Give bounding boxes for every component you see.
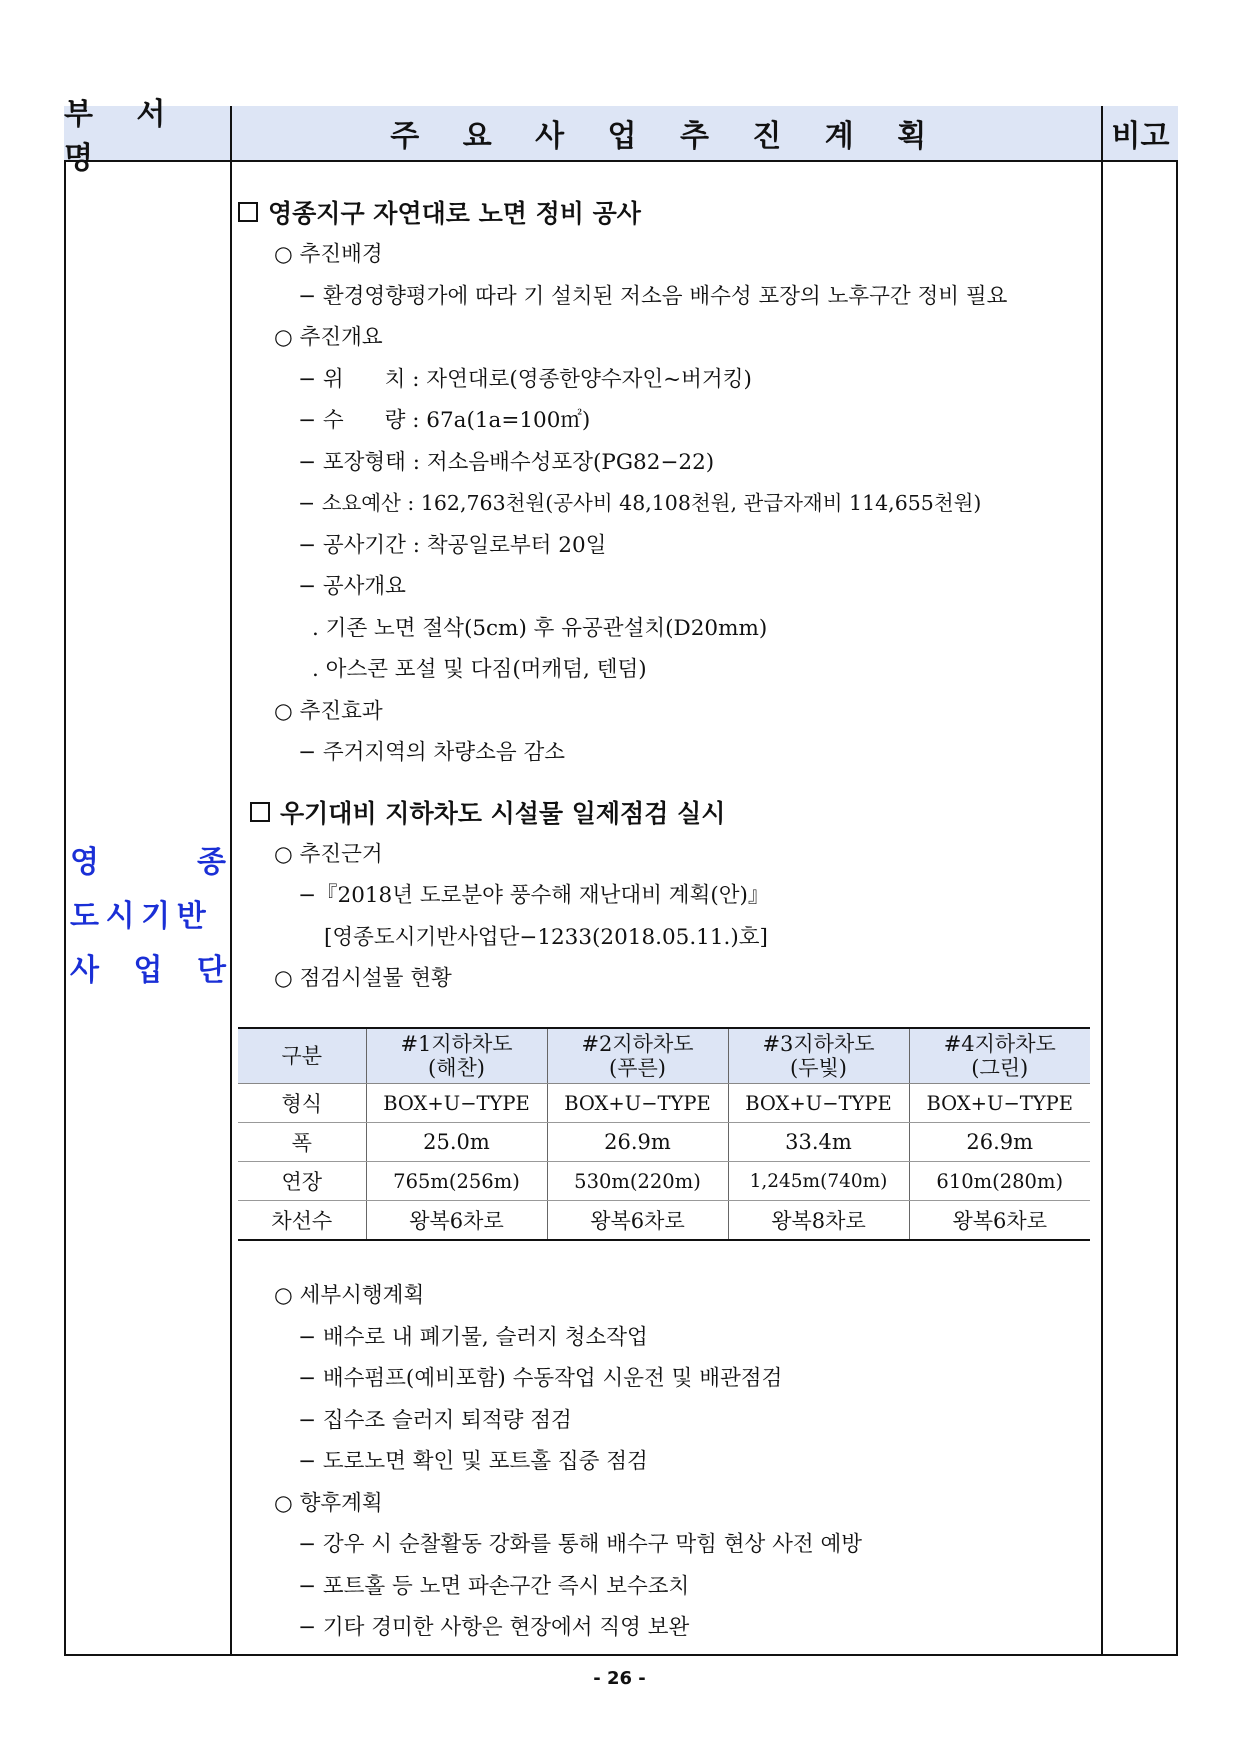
table-cell: 왕복8차로	[728, 1201, 909, 1241]
table-cell: 610m(280m)	[909, 1162, 1090, 1201]
subheading: ○ 추진개요	[274, 325, 383, 350]
header-subtext: (그린)	[971, 1056, 1029, 1080]
dept-line-1	[70, 832, 226, 886]
table-cell: 25.0m	[366, 1123, 547, 1162]
column-divider-note	[1101, 162, 1103, 1656]
tunnel-status-table	[238, 1027, 1090, 1241]
table-header-row	[238, 1028, 1090, 1084]
section-title-text: 우기대비 지하차도 시설물 일제점검 실시	[280, 798, 726, 828]
table-cell: 765m(256m)	[366, 1162, 547, 1201]
table-header-cell	[547, 1028, 728, 1084]
header-plan: 주 요 사 업 추 진 계 획	[232, 106, 1103, 162]
table-cell: BOX+U−TYPE	[728, 1084, 909, 1123]
subheading: ○ 점검시설물 현황	[274, 966, 452, 991]
subheading: ○ 세부시행계획	[274, 1283, 425, 1308]
list-subitem: . 아스콘 포설 및 다짐(머캐덤, 텐덤)	[312, 657, 647, 682]
dept-char: 단	[197, 953, 226, 988]
table-cell: 왕복6차로	[547, 1201, 728, 1241]
dept-name	[70, 832, 226, 994]
table-header-cell	[909, 1028, 1090, 1084]
header-text: #1지하차도	[400, 1032, 513, 1056]
header-text: #2지하차도	[581, 1032, 694, 1056]
header-subtext: (해찬)	[428, 1056, 485, 1080]
table-cell: 왕복6차로	[909, 1201, 1090, 1241]
list-item: − 기타 경미한 사항은 현장에서 직영 보완	[298, 1615, 690, 1640]
table-row	[238, 1201, 1090, 1241]
table-cell: BOX+U−TYPE	[366, 1084, 547, 1123]
list-item: − 집수조 슬러지 퇴적량 점검	[298, 1407, 572, 1433]
table-cell: 530m(220m)	[547, 1162, 728, 1201]
list-item: − 배수로 내 폐기물, 슬러지 청소작업	[298, 1324, 648, 1350]
checkbox-square-icon	[238, 202, 258, 222]
section-title	[238, 190, 1098, 234]
list-item-continuation: [영종도시기반사업단−1233(2018.05.11.)호]	[324, 924, 768, 950]
list-item: − 포장형태 : 저소음배수성포장(PG82−22)	[298, 449, 715, 475]
list-item: − 주거지역의 차량소음 감소	[298, 740, 565, 765]
plan-content	[238, 190, 1098, 1000]
list-item: − 위 치 : 자연대로(영종한양수자인~버거킹)	[298, 366, 752, 392]
table-cell: 연장	[238, 1162, 366, 1201]
list-item: − 수 량 : 67a(1a=100㎡)	[298, 408, 591, 433]
dept-char: 종	[197, 845, 226, 880]
table-row	[238, 1162, 1090, 1201]
table-cell: 26.9m	[547, 1123, 728, 1162]
table-row	[238, 1084, 1090, 1123]
table-cell: 차선수	[238, 1201, 366, 1241]
header-text: 구분	[281, 1044, 323, 1068]
table-cell: 왕복6차로	[366, 1201, 547, 1241]
table-cell: 형식	[238, 1084, 366, 1123]
header-text: #3지하차도	[762, 1032, 875, 1056]
subheading: ○ 추진효과	[274, 698, 383, 724]
table-cell: 폭	[238, 1123, 366, 1162]
column-divider-dept	[230, 162, 232, 1656]
dept-line-3	[70, 940, 226, 994]
list-item: − 포트홀 등 노면 파손구간 즉시 보수조치	[298, 1573, 690, 1599]
list-item: − 공사기간 : 착공일로부터 20일	[298, 532, 607, 558]
section-title	[238, 790, 1098, 834]
dept-line-2	[70, 886, 226, 940]
header-dept: 부 서 명	[64, 106, 232, 162]
list-item: − 도로노면 확인 및 포트홀 집중 점검	[298, 1449, 648, 1474]
subheading: ○ 추진배경	[274, 242, 383, 267]
table-cell: BOX+U−TYPE	[909, 1084, 1090, 1123]
list-item: − 배수펌프(예비포함) 수동작업 시운전 및 배관점검	[298, 1366, 783, 1391]
table-cell: BOX+U−TYPE	[547, 1084, 728, 1123]
dept-char: 업	[133, 953, 163, 988]
list-item: − 환경영향평가에 따라 기 설치된 저소음 배수성 포장의 노후구간 정비 필요	[298, 283, 1008, 309]
list-item: − 공사개요	[298, 574, 406, 599]
subheading: ○ 추진근거	[274, 841, 383, 867]
header-subtext: (두빛)	[790, 1056, 847, 1080]
list-item: −『2018년 도로분야 풍수해 재난대비 계획(안)』	[298, 883, 770, 908]
dept-char: 사	[70, 953, 99, 988]
header-text: #4지하차도	[943, 1032, 1056, 1056]
header-note: 비고	[1103, 106, 1178, 162]
page-number: - 26 -	[593, 1668, 646, 1689]
dept-text: 도시기반	[70, 899, 213, 934]
table-header-cell	[366, 1028, 547, 1084]
table-cell: 1,245m(740m)	[728, 1162, 909, 1201]
subheading: ○ 향후계획	[274, 1490, 383, 1516]
table-row	[238, 1123, 1090, 1162]
plan-content-continued	[238, 1275, 1098, 1649]
list-item: − 소요예산 : 162,763천원(공사비 48,108천원, 관급자재비 114,655천원)	[298, 491, 982, 515]
table-header-cell	[238, 1028, 366, 1084]
dept-char: 영	[70, 845, 99, 880]
list-subitem: . 기존 노면 절삭(5cm) 후 유공관설치(D20mm)	[312, 615, 768, 641]
header-subtext: (푸른)	[609, 1056, 666, 1080]
table-header-cell	[728, 1028, 909, 1084]
table-cell: 33.4m	[728, 1123, 909, 1162]
list-item: − 강우 시 순찰활동 강화를 통해 배수구 막힘 현상 사전 예방	[298, 1532, 863, 1557]
table-cell: 26.9m	[909, 1123, 1090, 1162]
checkbox-square-icon	[250, 802, 270, 822]
section-title-text: 영종지구 자연대로 노면 정비 공사	[268, 199, 641, 228]
